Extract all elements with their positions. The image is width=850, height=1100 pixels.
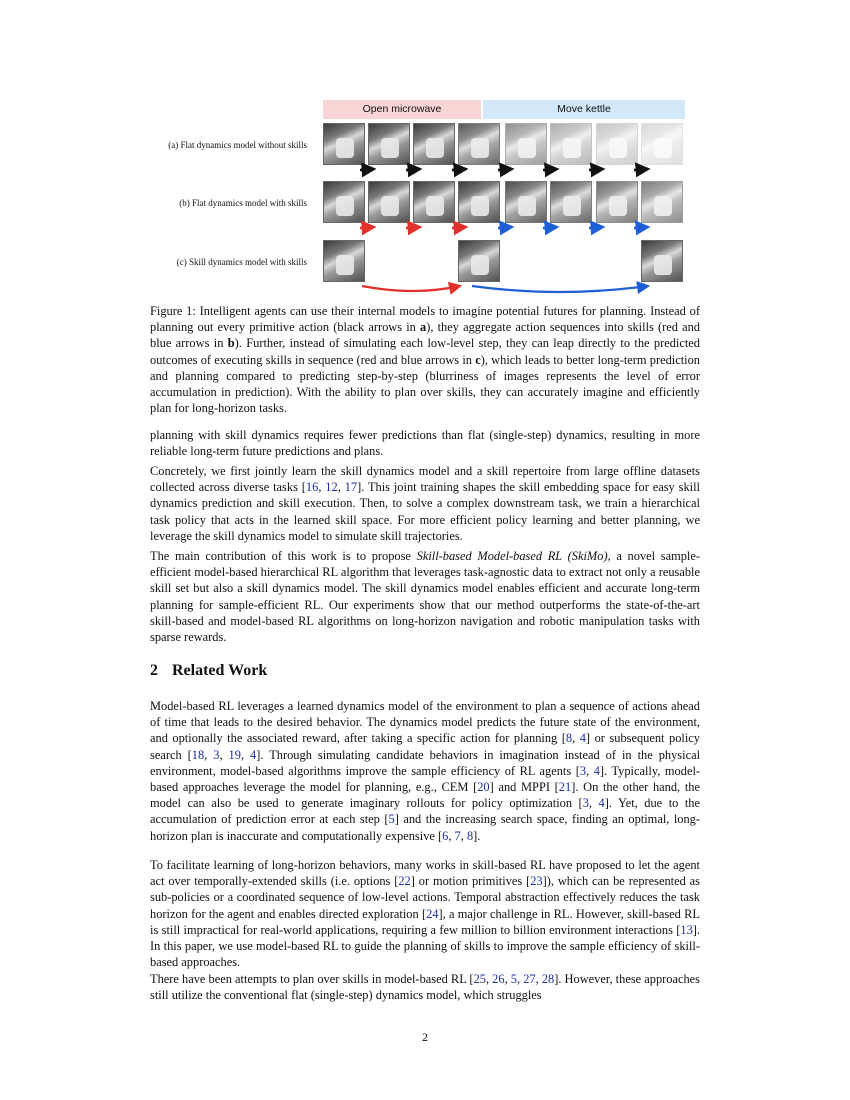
caption-text-4: ), which leads to better long-term prediction and planning compared to predicting step-by-step (blurriness of images represents the level of error accumulation in prediction). With the ability to plan over skills, they can accurately imagine and efficiently plan for long-horizon tasks. <box>150 352 700 416</box>
banner-open-microwave: Open microwave <box>323 100 481 119</box>
citation-25[interactable]: 25 <box>473 972 486 986</box>
p5-text-1: To facilitate learning of long-horizon behaviors, many works in skill-based RL have proposed to let the agent act over temporally-extended skills (i.e. options [ <box>150 858 700 889</box>
citation-20[interactable]: 20 <box>477 780 490 795</box>
citation-8[interactable]: 8 <box>565 731 573 746</box>
arrow-a4 <box>498 169 512 170</box>
caption-bold-a: a <box>420 320 427 335</box>
citation-28[interactable]: 28 <box>541 972 555 986</box>
citation-21[interactable]: 21 <box>558 780 572 795</box>
p6-text-1: There have been attempts to plan over skills in model-based RL [ <box>150 972 474 986</box>
paragraph-2: Concretely, we first jointly learn the skill dynamics model and a skill repertoire from large offline datasets collected across diverse tasks [16, 12, 17]. This joint training shapes the skill embedding space for easy skill dynamics prediction and skill execution. Then, to solve a complex downstream task, we train a hierarchical task policy that acts in the learned skill space. For more efficient policy learning and better planning, we leverage the skill dynamics model to simulate skill trajectories. <box>150 464 700 543</box>
paragraph-3 <box>150 548 700 645</box>
citation-23[interactable]: 23 <box>530 874 543 889</box>
caption-text-1: Intelligent agents can use their internal models to imagine potential futures for planning. Instead of planning out every primitive action (black arrows in <box>150 304 700 335</box>
citation-5[interactable]: 5 <box>510 972 517 986</box>
p4-text-4: ]. Typically, model-based approaches leverage the model for planning, e.g., CEM [ <box>150 763 701 795</box>
arrow-a6 <box>589 169 603 170</box>
p5-text-5: ]. In this paper, we use model-based RL to guide the planning of skills to improve the sample efficiency of skill-based approaches. <box>150 922 700 970</box>
p3-text-b: , a novel sample-efficient model-based hierarchical RL algorithm that leverages task-agnostic data to extract not only a reusable skill set but also a skill dynamics model. The skill dynamics model enables efficient and accurate long-term planning for sample-efficient RL. Our experiments show that our method outperforms the state-of-the-art skill-based and model-based RL algorithms on long-horizon navigation and robotic manipulation tasks with sparse rewards. <box>150 549 700 645</box>
paragraph-4: Model-based RL leverages a learned dynamics model of the environment to plan a sequence of actions ahead of time that leads to the desired behavior. The dynamics model predicts the future state of the environment, and optionally the associated reward, after taking a specific action for planning [8, 4] or subsequent policy search [18, 3, 19, 4]. Through simulating candidate behaviors in imagination instead of in the physical environment, model-based algorithms improve the sample efficiency of RL agents [3, 4]. Typically, model-based approaches leverage the model for planning, e.g., CEM [20] and MPPI [21]. On the other hand, the model can also be used to generate imaginary rollouts for policy optimization [3, 4]. Yet, due to the accumulation of prediction error at each step [5] and the increasing search space, finding an optimal, long-horizon plan is inaccurate and computationally expensive [6, 7, 8]. <box>150 699 701 843</box>
p4-text-5: ] and MPPI [ <box>489 780 559 795</box>
citation-4[interactable]: 4 <box>579 731 586 746</box>
arrow-b6 <box>589 227 603 228</box>
citation-27[interactable]: 27 <box>523 972 536 986</box>
paragraph-5 <box>150 857 700 970</box>
section-heading <box>150 662 267 680</box>
section-title: Related Work <box>172 662 268 679</box>
figure-arrows <box>0 0 850 300</box>
section-number: 2 <box>150 662 158 679</box>
citation-26[interactable]: 26 <box>492 972 505 986</box>
citation-5[interactable]: 5 <box>388 812 395 827</box>
caption-bold-c: c <box>475 352 481 367</box>
citation-4[interactable]: 4 <box>593 763 600 778</box>
arrow-b2 <box>406 227 420 228</box>
p4-text-1: Model-based RL leverages a learned dynamics model of the environment to plan a sequence of actions ahead of time that leads to the desired behavior. The dynamics model predicts the future state of the environment, and optionally the associated reward, after taking a specific action for planning [ <box>150 699 700 746</box>
caption-label: Figure 1: <box>150 304 196 318</box>
p5-text-2: ] or motion primitives [ <box>410 874 531 889</box>
p4-text-2: ] or subsequent policy search [ <box>150 731 700 762</box>
p4-text-6: ]. On the other hand, the model can also be used to generate imaginary rollouts for policy optimization [ <box>150 780 700 811</box>
citation-18[interactable]: 18 <box>191 747 205 762</box>
arrow-a1 <box>360 169 374 170</box>
row-label-b: (b) Flat dynamics model with skills <box>179 198 307 208</box>
arrow-a3 <box>452 169 466 170</box>
citation-4[interactable]: 4 <box>598 796 605 811</box>
p2-text-b: ]. This joint training shapes the skill embedding space for easy skill dynamics prediction and skill execution. Then, to solve a complex downstream task, we train a hierarchical task policy that acts in the learned skill space. For more efficient policy learning and better planning, we leverage the skill dynamics model to simulate skill trajectories. <box>150 480 700 543</box>
page-number: 2 <box>422 1030 428 1044</box>
figure-caption <box>150 303 700 416</box>
p4-text-8: ] and the increasing search space, finding an optimal, long-horizon plan is inaccurate and computationally expensive [ <box>150 812 700 843</box>
caption-text-3: ). Further, instead of simulating each low-level step, they can leap directly to the predicted outcomes of executing skills in sequence (red and blue arrows in <box>150 336 701 367</box>
arrow-c1 <box>362 286 460 291</box>
citation-16[interactable]: 16 <box>305 480 319 495</box>
p4-text-3: ]. Through simulating candidate behaviors in imagination instead of in the physical environment, model-based algorithms improve the sample efficiency of RL agents [ <box>150 747 701 778</box>
arrow-b1 <box>360 227 374 228</box>
arrow-b4 <box>498 227 512 228</box>
citation-12[interactable]: 12 <box>325 480 338 495</box>
citation-4[interactable]: 4 <box>250 747 257 762</box>
banner-move-kettle: Move kettle <box>483 100 685 119</box>
citation-17[interactable]: 17 <box>344 480 358 495</box>
p5-text-3: ]), which can be represented as sub-policies or a coordinated sequence of low-level actions. Temporal abstraction effectively reduces the task horizon for the agent and enables directed exploration [ <box>150 874 700 921</box>
arrow-b7 <box>634 227 648 228</box>
citation-8[interactable]: 8 <box>466 828 474 843</box>
caption-text-2: ), they aggregate action sequences into skills (red and blue arrows in <box>150 320 700 351</box>
citation-22[interactable]: 22 <box>398 874 411 889</box>
caption-bold-b: b <box>227 336 235 351</box>
citation-24[interactable]: 24 <box>426 906 439 921</box>
p4-text-7: ]. Yet, due to the accumulation of prediction error at each step [ <box>150 796 700 827</box>
p3-text-a: The main contribution of this work is to propose <box>150 549 417 563</box>
citation-19[interactable]: 19 <box>228 747 241 762</box>
citation-6[interactable]: 6 <box>442 828 449 843</box>
arrow-a2 <box>406 169 420 170</box>
citation-7[interactable]: 7 <box>454 828 461 843</box>
row-label-c: (c) Skill dynamics model with skills <box>176 257 307 267</box>
arrow-b3 <box>452 227 466 228</box>
p5-text-4: ], a major challenge in RL. However, skill-based RL is still impractical for real-world applications, requiring a few million to billion environment interactions [ <box>150 906 700 937</box>
row-label-a: (a) Flat dynamics model without skills <box>168 140 307 150</box>
paragraph-6: There have been attempts to plan over skills in model-based RL [25, 26, 5, 27, 28]. However, these approaches still utilize the conventional flat (single-step) dynamics model, which struggles <box>150 972 700 1003</box>
p2-text-a: Concretely, we first jointly learn the skill dynamics model and a skill repertoire from large offline datasets collected across diverse tasks [ <box>150 464 700 495</box>
p6-text-2: ]. However, these approaches still utilize the conventional flat (single-step) dynamics model, which struggles <box>150 972 700 1003</box>
citation-13[interactable]: 13 <box>680 922 693 937</box>
arrow-c2 <box>472 286 648 292</box>
citation-3[interactable]: 3 <box>579 763 587 778</box>
p4-text-9: ]. <box>473 828 481 843</box>
citation-3[interactable]: 3 <box>213 747 220 762</box>
citation-3[interactable]: 3 <box>582 796 589 811</box>
arrow-b5 <box>543 227 557 228</box>
figure-1 <box>0 0 850 300</box>
arrow-a5 <box>543 169 557 170</box>
paragraph-1: planning with skill dynamics requires fewer predictions than flat (single-step) dynamics, resulting in more reliable long-term future predictions and plans. <box>150 428 700 459</box>
arrow-a7 <box>634 169 648 170</box>
skimo-term: Skill-based Model-based RL (SkiMo) <box>416 549 608 563</box>
